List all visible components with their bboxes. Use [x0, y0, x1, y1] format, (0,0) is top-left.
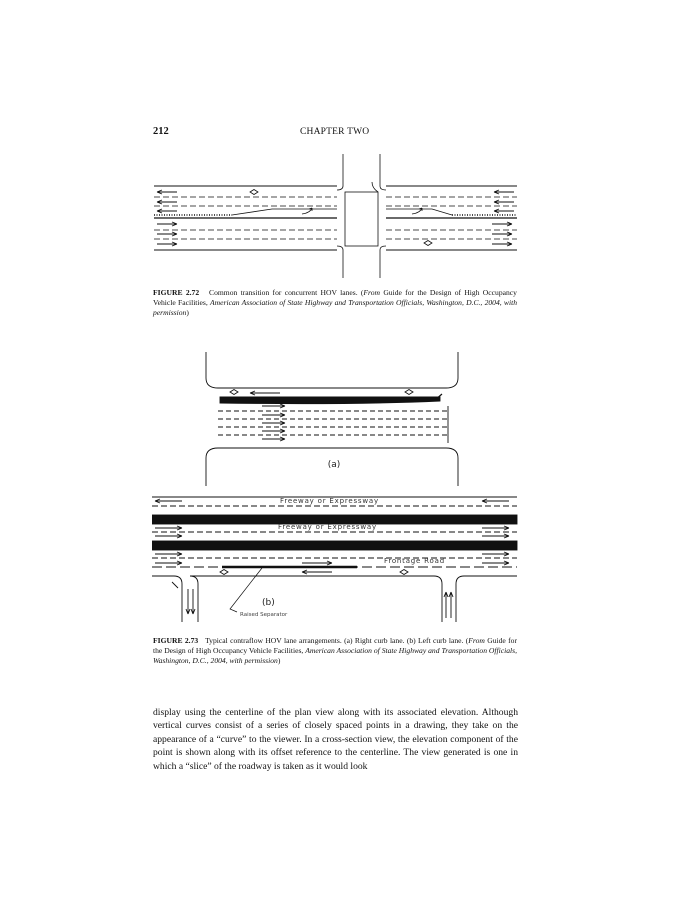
caption-source-tail: Washington, D.C., 2004, with permission: [153, 656, 278, 666]
caption-source-org: American Association of State Highway and Transportation Officials,: [305, 646, 517, 656]
hov-transition: [232, 209, 337, 215]
figure-label: FIGURE 2.73: [153, 636, 199, 645]
median-barrier: [152, 541, 517, 550]
road-label: Freeway or Expressway: [278, 523, 377, 531]
caption-text: Typical contraflow HOV lane arrangements. (a) Right curb lane. (b) Left curb lane.: [205, 636, 464, 645]
figure-2-73a-drawing: [200, 348, 465, 490]
hov-barrier: [220, 397, 440, 404]
diamond-symbol: [250, 190, 258, 195]
diamond-symbol: [424, 241, 432, 246]
caption-source-org: American Association of State Highway and Transportation Officials,: [210, 298, 425, 308]
panel-a-label: (a): [327, 460, 341, 470]
corner-curb: [337, 186, 343, 190]
caption-text: Common transition for concurrent HOV lanes.: [209, 288, 358, 297]
intersection-box: [345, 192, 378, 246]
figure-label: FIGURE 2.72: [153, 288, 200, 297]
diamond-symbol: [220, 570, 228, 575]
turn-arrow: [372, 182, 378, 192]
diamond-symbol: [400, 570, 408, 575]
road-edge: [190, 576, 198, 622]
figure-2-73-caption: FIGURE 2.73 Typical contraflow HOV lane arrangements. (a) Right curb lane. (b) Left curb lane. (From Guide for the Design of High Occupancy Vehicle Facilities, American Association of State Highway and Transportation Officials, Washington, D.C., 2004, with permission): [153, 636, 517, 666]
body-text: [153, 706, 518, 773]
panel-b-label: (b): [262, 598, 275, 608]
diamond-symbol: [230, 390, 238, 395]
caption-source-prefix: From: [363, 288, 381, 297]
road-label: Freeway or Expressway: [280, 497, 379, 505]
corner-curb: [380, 246, 386, 250]
road-edge: [152, 576, 182, 622]
caption-source-tail: Washington, D.C., 2004, with permission: [153, 298, 517, 318]
diamond-symbol: [405, 390, 413, 395]
corner-curb: [380, 186, 386, 190]
chapter-title: CHAPTER TWO: [300, 127, 370, 137]
figure-2-72-caption: FIGURE 2.72 Common transition for concurrent HOV lanes. (From Guide for the Design of High Occupancy Vehicle Facilities, American Association of State Highway and Transportation Officials, Washington, D.C., 2004, with permission): [153, 288, 517, 318]
lane-lines: [218, 411, 448, 435]
caption-source-title: Guide for the Design of High Occupancy Vehicle Facilities,: [153, 636, 517, 656]
road-edge: [456, 576, 517, 622]
page-number: 212: [153, 126, 169, 137]
separator-leader-line: [230, 568, 262, 612]
corner-curb: [337, 246, 343, 250]
road-edge: [206, 352, 458, 388]
caption-source-title: Guide for the Design of High Occupancy Vehicle Facilities,: [153, 288, 517, 308]
road-label: Frontage Road: [384, 557, 445, 565]
figure-2-73b-drawing: [152, 494, 519, 626]
separator-label: Raised Separator: [240, 612, 288, 618]
road-edge: [434, 576, 442, 622]
figure-2-72-drawing: [152, 152, 519, 280]
caption-source-prefix: From: [468, 636, 485, 645]
body-paragraph: display using the centerline of the plan view along with its associated elevation. Although vertical curves consist of a series of closely spaced points in a drawing, they take on the appearance of a “curve” to the viewer. In a cross-section view, the elevation component of the point is shown along with its offset reference to the centerline. The view generated is one in which a “slice” of the roadway is taken as it would look: [153, 707, 518, 772]
